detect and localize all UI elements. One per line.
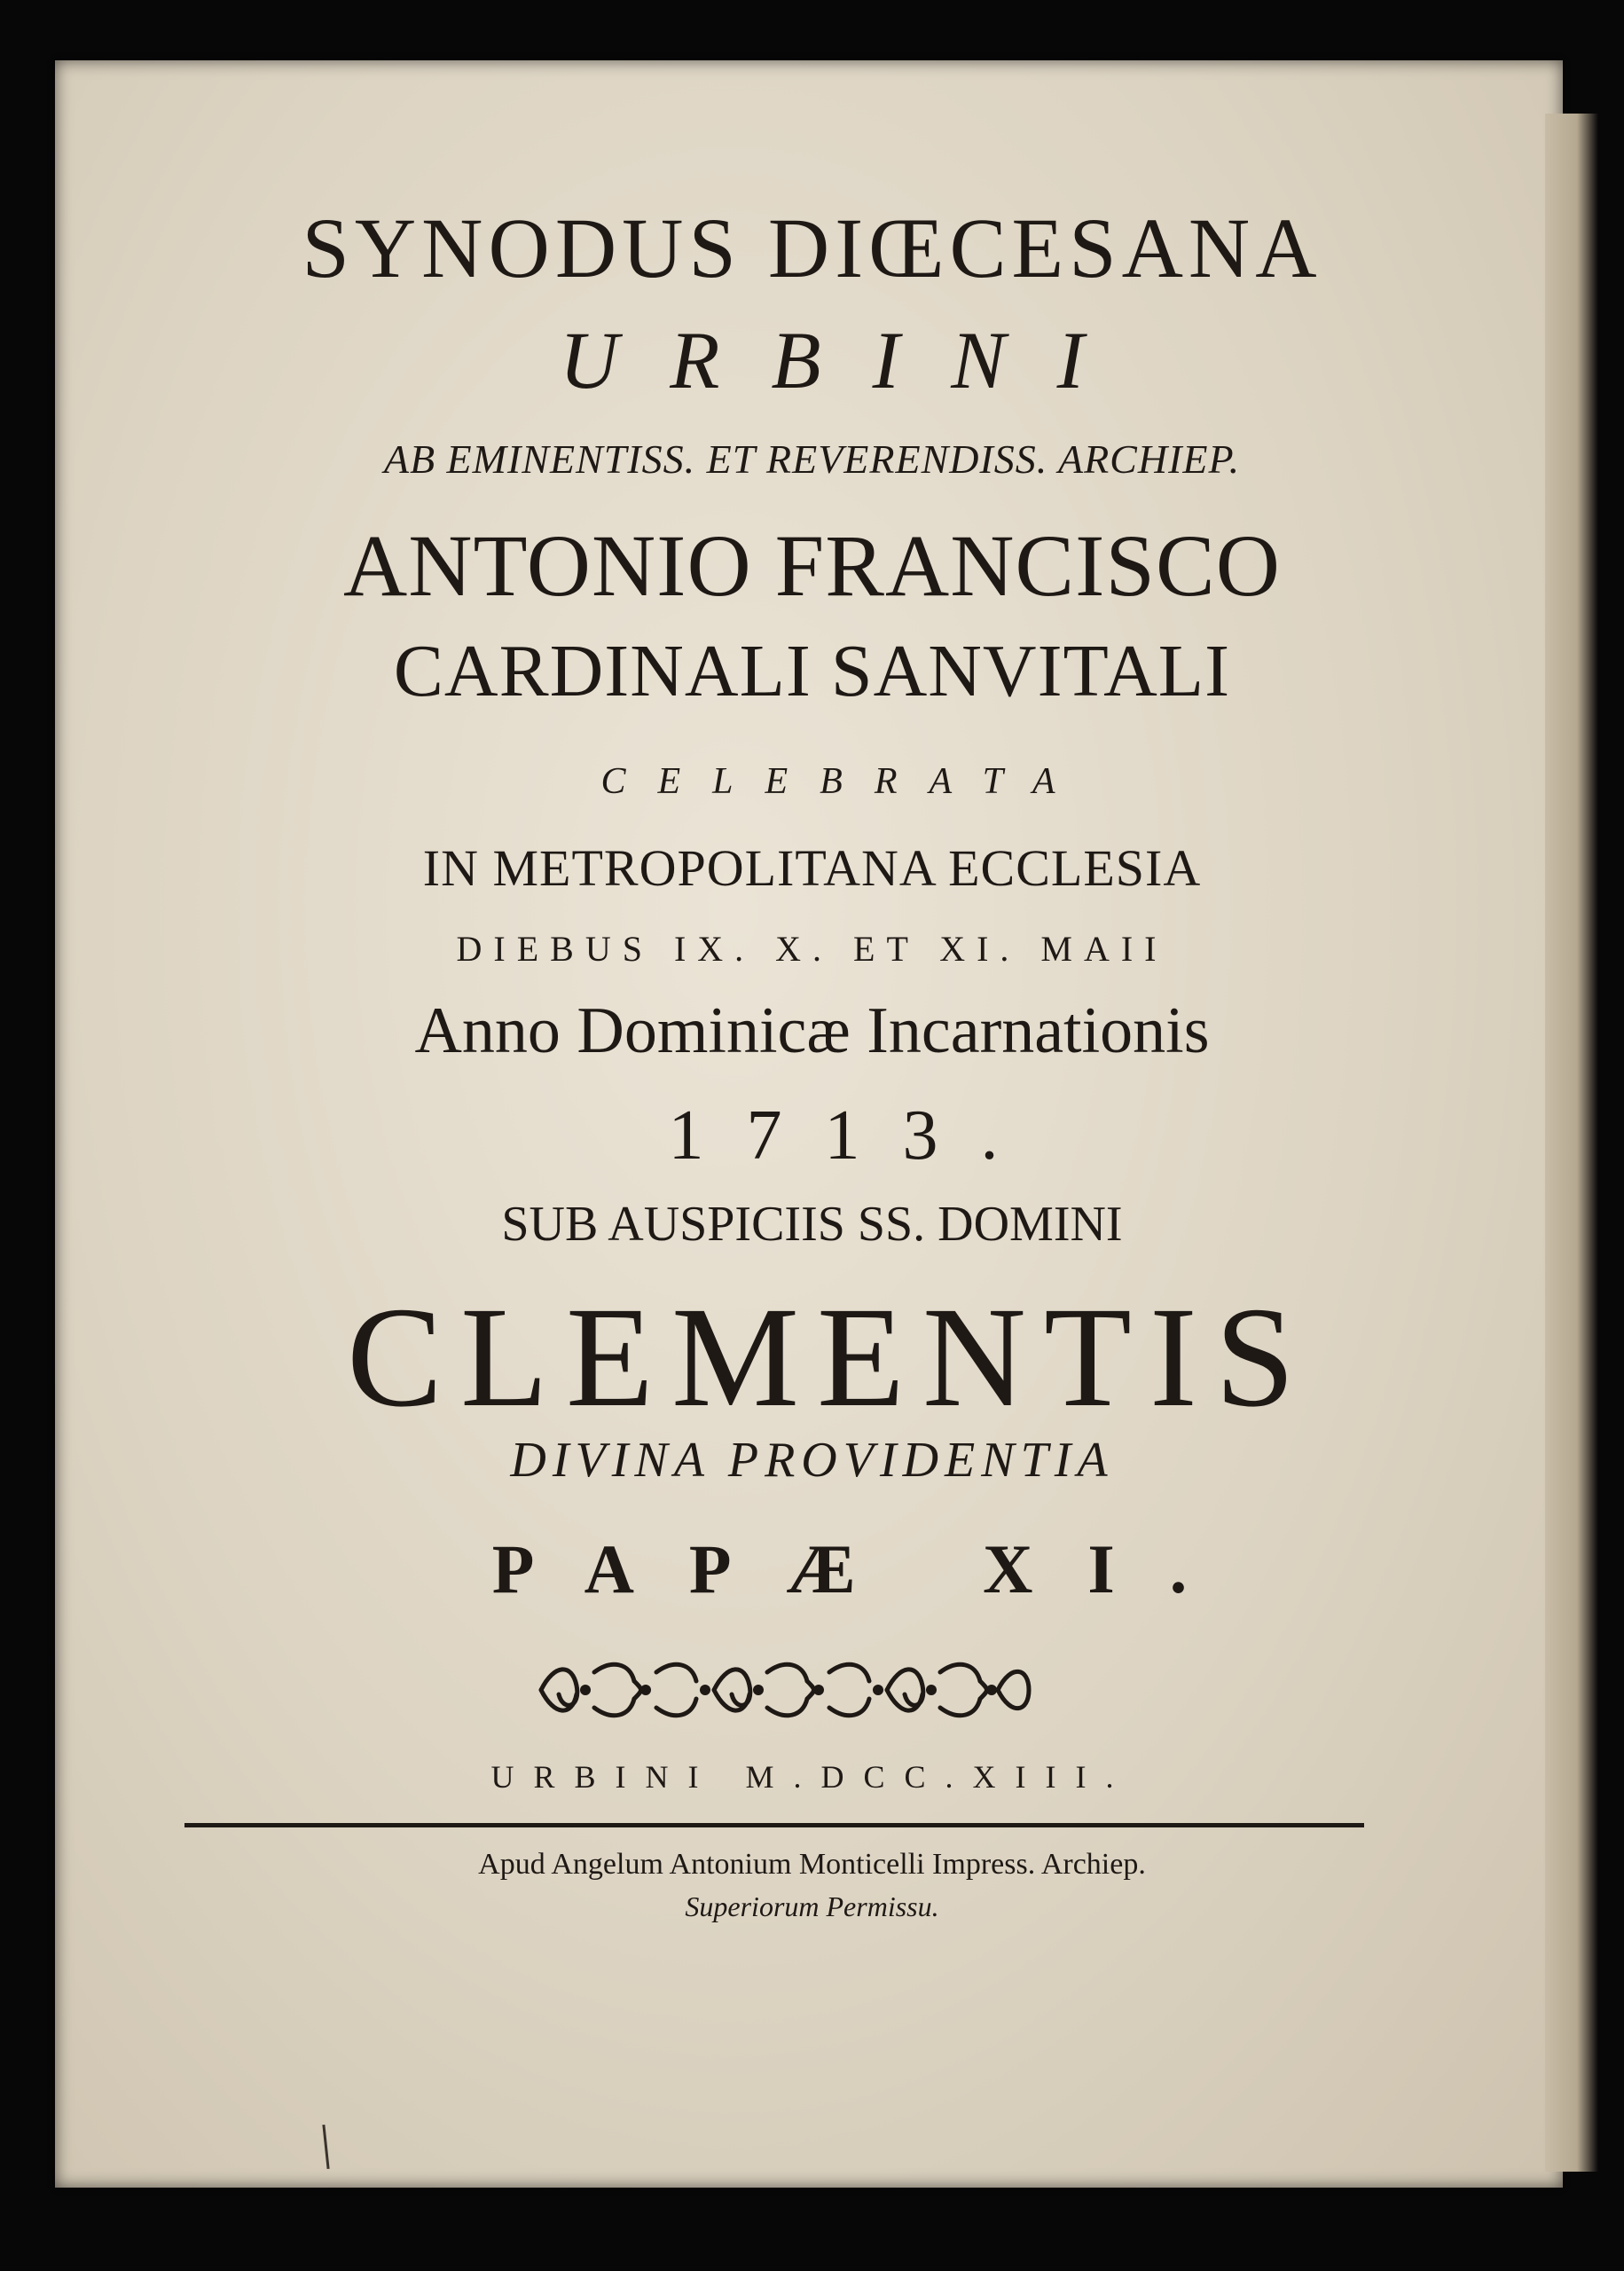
imprint-printer: Apud Angelum Antonium Monticelli Impress. Archiep.	[478, 1848, 1146, 1881]
title-year: 1713.	[668, 1096, 1041, 1175]
fleuron-border-icon	[532, 1646, 1038, 1734]
title-divina-providentia: DIVINA PROVIDENTIA	[510, 1433, 1114, 1488]
title-papae: PAPÆ XI.	[491, 1530, 1243, 1607]
title-urbini: URBINI	[559, 315, 1136, 405]
imprint-permission: Superiorum Permissu.	[685, 1890, 939, 1922]
title-celebrata: CELEBRATA	[600, 761, 1087, 802]
imprint-rule	[184, 1823, 1364, 1827]
imprint-place-date: URBINI M.DCC.XIII.	[490, 1759, 1134, 1795]
title-anno: Anno Dominicæ Incarnationis	[414, 994, 1210, 1067]
title-antonio-francisco: ANTONIO FRANCISCO	[343, 516, 1281, 615]
title-synodus: SYNODUS DIŒCESANA	[302, 200, 1322, 295]
title-clementis: CLEMENTIS	[347, 1278, 1313, 1437]
title-metropolitana: IN METROPOLITANA ECCLESIA	[422, 839, 1202, 897]
title-cardinali-sanvitali: CARDINALI SANVITALI	[393, 630, 1231, 712]
title-sub-auspiciis: SUB AUSPICIIS SS. DOMINI	[501, 1197, 1123, 1252]
title-diebus: DIEBUS IX. X. ET XI. MAII	[456, 929, 1168, 969]
title-archiep: AB EMINENTISS. ET REVERENDISS. ARCHIEP.	[383, 436, 1241, 482]
